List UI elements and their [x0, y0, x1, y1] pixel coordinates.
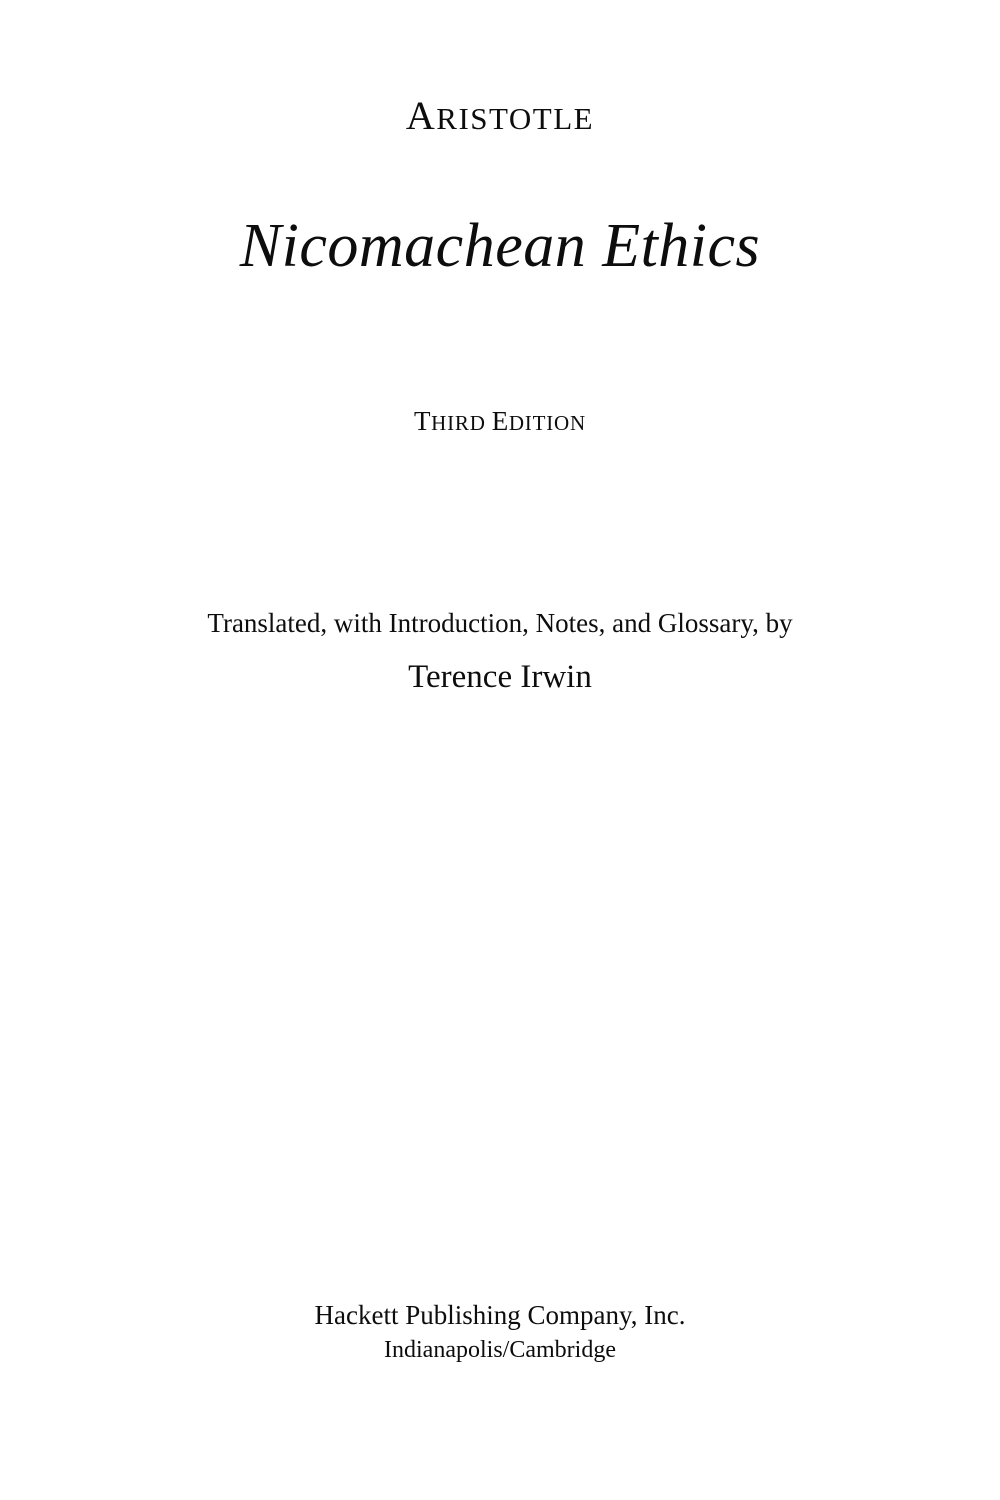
edition-rest-first: HIRD: [431, 411, 486, 435]
edition-label: [0, 406, 1000, 437]
translator-name: Terence Irwin: [408, 659, 592, 695]
author-initial: A: [405, 93, 437, 138]
edition-initial-first: T: [414, 406, 432, 436]
edition-rest-second: DITION: [508, 411, 586, 435]
publisher-name: Hackett Publishing Company, Inc.: [314, 1300, 686, 1330]
book-title: Nicomachean Ethics: [239, 212, 761, 280]
translator-credit: Translated, with Introduction, Notes, and Glossary, by: [207, 608, 793, 638]
publisher-location: Indianapolis/Cambridge: [384, 1337, 616, 1363]
author-rest: RISTOTLE: [436, 101, 595, 136]
edition-initial-second: E: [491, 406, 509, 436]
author-name: [0, 93, 1000, 138]
